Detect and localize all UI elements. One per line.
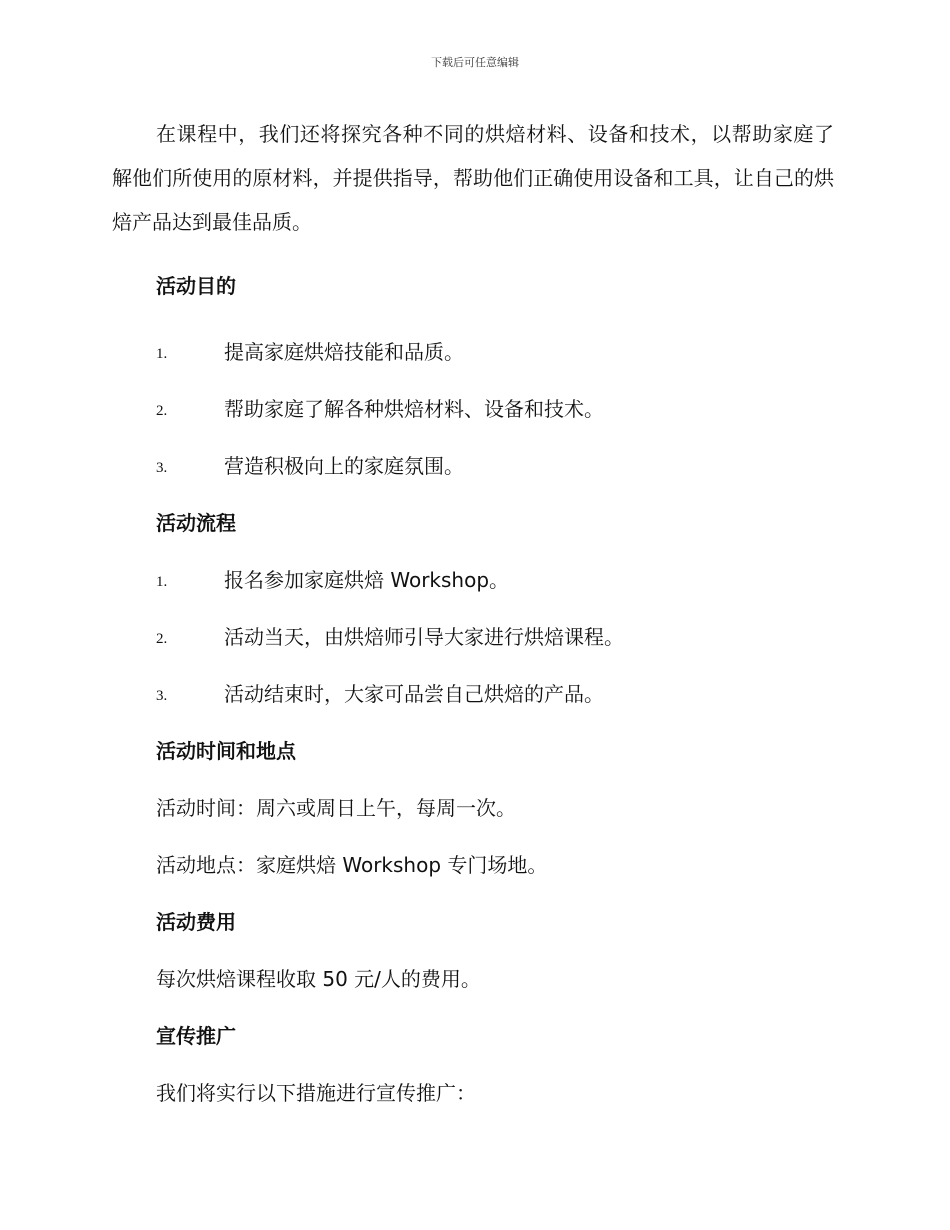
list-item-text: 营造积极向上的家庭氛围。 <box>224 454 464 478</box>
document-body <box>112 112 834 1108</box>
list-number: 3. <box>156 460 168 476</box>
process-item <box>112 565 834 595</box>
list-item-text: 活动当天，由烘焙师引导大家进行烘焙课程。 <box>224 625 624 649</box>
intro-paragraph: 在课程中，我们还将探究各种不同的烘焙材料、设备和技术，以帮助家庭了解他们所使用的原材料，并提供指导，帮助他们正确使用设备和工具，让自己的烘焙产品达到最佳品质。 <box>112 122 834 234</box>
promotion-text: 我们将实行以下措施进行宣传推广： <box>156 1081 476 1105</box>
list-item-text: 活动结束时，大家可品尝自己烘焙的产品。 <box>224 682 604 706</box>
process-heading: 活动流程 <box>156 511 236 535</box>
fee-heading: 活动费用 <box>156 910 236 934</box>
page-header: 下载后可任意编辑 <box>431 56 519 69</box>
fee-text: 每次烘焙课程收取 50 元/人的费用。 <box>156 967 481 991</box>
purpose-item <box>112 394 834 424</box>
purpose-heading: 活动目的 <box>156 274 236 298</box>
time-place-heading: 活动时间和地点 <box>156 739 296 763</box>
activity-time: 活动时间：周六或周日上午，每周一次。 <box>156 796 516 820</box>
activity-place: 活动地点：家庭烘焙 Workshop 专门场地。 <box>156 853 548 877</box>
list-number: 3. <box>156 688 168 704</box>
purpose-item <box>112 337 834 367</box>
list-number: 2. <box>156 403 168 419</box>
list-number: 1. <box>156 346 168 362</box>
list-item-text: 报名参加家庭烘焙 Workshop。 <box>224 568 510 592</box>
list-number: 2. <box>156 631 168 647</box>
list-item-text: 提高家庭烘焙技能和品质。 <box>224 340 464 364</box>
process-item <box>112 679 834 709</box>
promotion-heading: 宣传推广 <box>156 1024 236 1048</box>
purpose-item <box>112 451 834 481</box>
process-item <box>112 622 834 652</box>
list-item-text: 帮助家庭了解各种烘焙材料、设备和技术。 <box>224 397 604 421</box>
list-number: 1. <box>156 574 168 590</box>
